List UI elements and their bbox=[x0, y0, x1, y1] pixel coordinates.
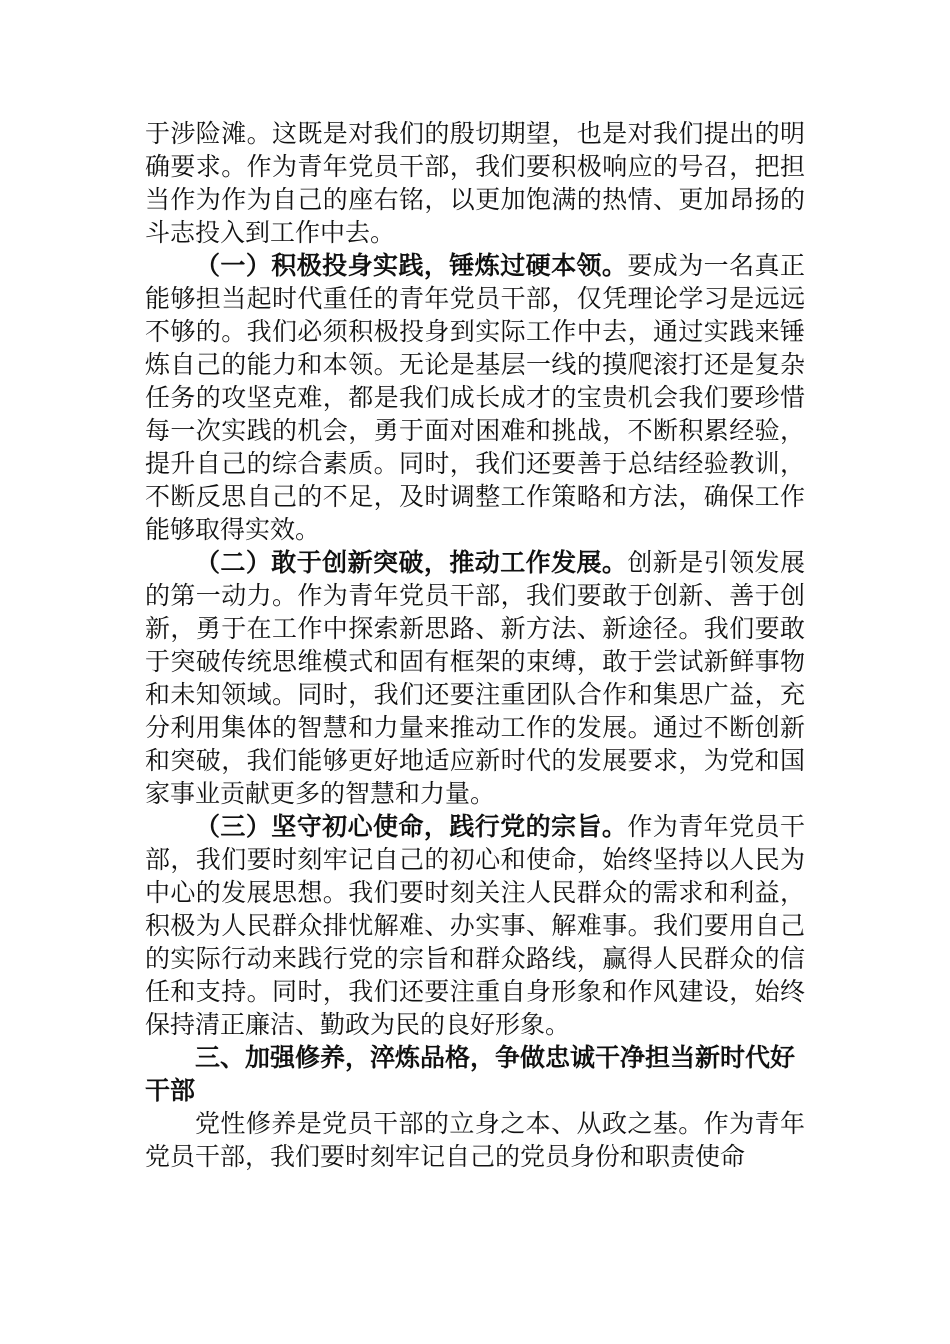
section-1-body: 要成为一名真正能够担当起时代重任的青年党员干部，仅凭理论学习是远远不够的。我们必须积极投身到实际工作中去，通过实践来锤炼自己的能力和本领。无论是基层一线的摸爬滚打还是复杂任务的攻坚克难，都是我们成长成才的宝贵机会我们要珍惜每一次实践的机会，勇于面对困难和挑战，不断积累经验，提升自己的综合素质。同时，我们还要善于总结经验教训，不断反思自己的不足，及时调整工作策略和方法，确保工作能够取得实效。 bbox=[145, 251, 805, 544]
final-paragraph: 党性修养是党员干部的立身之本、从政之基。作为青年党员干部，我们要时刻牢记自己的党员身份和职责使命 bbox=[145, 1109, 805, 1171]
section-1-lead: （一）积极投身实践，锤炼过硬本领。 bbox=[195, 251, 628, 280]
document-page bbox=[145, 117, 805, 1173]
chapter-3-heading: 三、加强修养，淬炼品格，争做忠诚干净担当新时代好干部 bbox=[145, 1043, 796, 1105]
section-3-paragraph bbox=[145, 810, 805, 1041]
section-3-body: 作为青年党员干部，我们要时刻牢记自己的初心和使命，始终坚持以人民为中心的发展思想。我们要时刻关注人民群众的需求和利益，积极为人民群众排忧解难、办实事、解难事。我们要用自己的实际行动来践行党的宗旨和群众路线，赢得人民群众的信任和支持。同时，我们还要注重自身形象和作风建设，始终保持清正廉洁、勤政为民的良好形象。 bbox=[145, 812, 805, 1039]
section-2-lead: （二）敢于创新突破，推动工作发展。 bbox=[195, 548, 628, 577]
section-2-paragraph bbox=[145, 546, 805, 810]
section-2-body: 创新是引领发展的第一动力。作为青年党员干部，我们要敢于创新、善于创新，勇于在工作中探索新思路、新方法、新途径。我们要敢于突破传统思维模式和固有框架的束缚，敢于尝试新鲜事物和未知领域。同时，我们还要注重团队合作和集思广益，充分利用集体的智慧和力量来推动工作的发展。通过不断创新和突破，我们能够更好地适应新时代的发展要求，为党和国家事业贡献更多的智慧和力量。 bbox=[145, 548, 805, 808]
section-1-paragraph bbox=[145, 249, 805, 546]
section-3-lead: （三）坚守初心使命，践行党的宗旨。 bbox=[195, 812, 628, 841]
intro-paragraph: 于涉险滩。这既是对我们的殷切期望，也是对我们提出的明确要求。作为青年党员干部，我们要积极响应的号召，把担当作为作为自己的座右铭，以更加饱满的热情、更加昂扬的斗志投入到工作中去。 bbox=[145, 119, 805, 247]
